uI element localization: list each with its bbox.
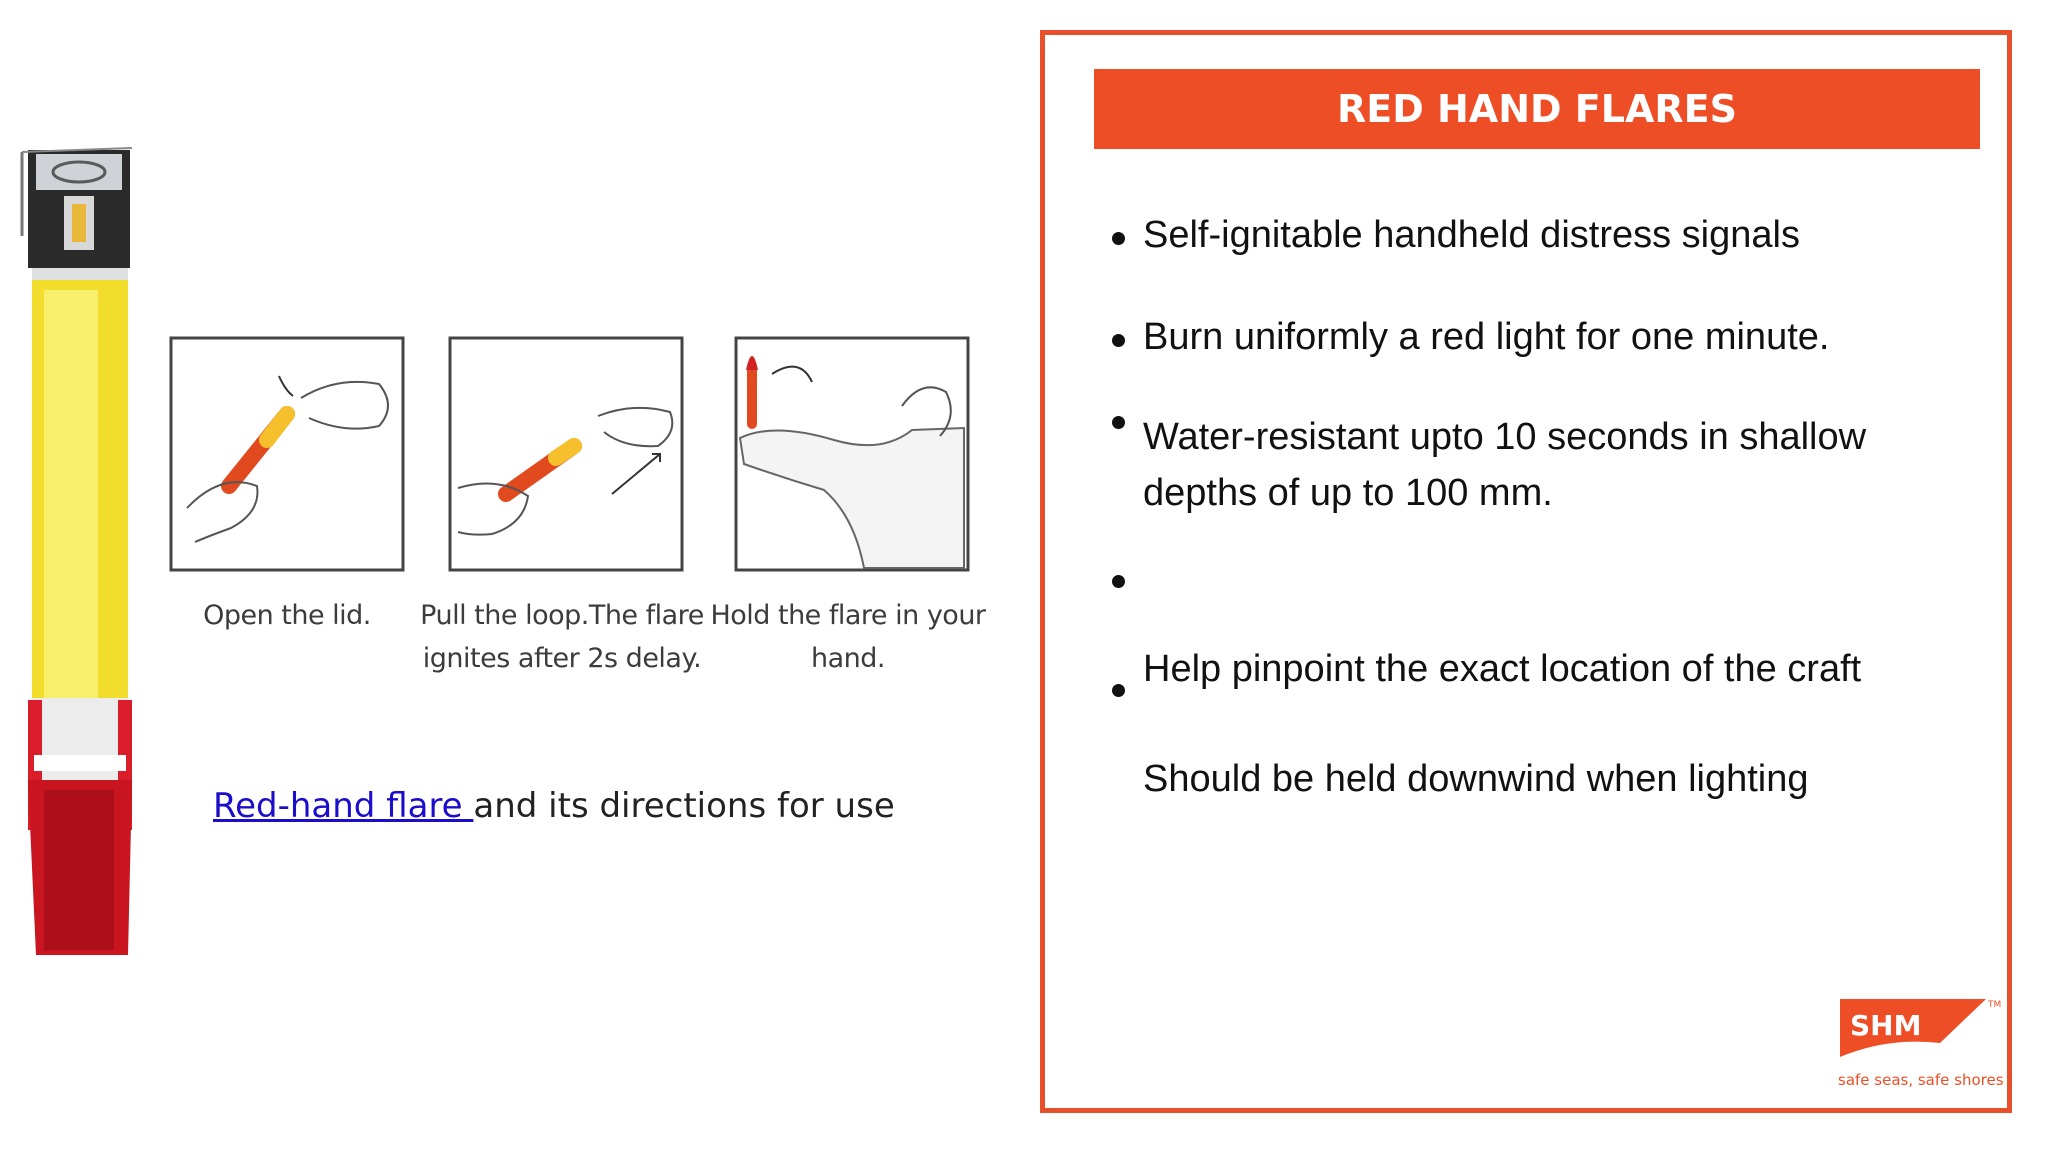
step-caption-open-lid: Open the lid. <box>203 600 371 631</box>
logo-brand-text: SHM <box>1850 1009 1922 1042</box>
step-caption-pull-loop: Pull the loop.The flare ignites after 2s delay. <box>420 600 704 674</box>
shm-logo <box>1836 997 2006 1097</box>
step-open-lid-image <box>169 336 405 572</box>
bullet-item: Burn uniformly a red light for one minute. <box>1143 316 1830 358</box>
bullet-dot <box>1112 416 1125 429</box>
flare-cutaway-illustration <box>0 140 150 970</box>
bullet-dot <box>1112 575 1125 588</box>
logo-tagline: safe seas, safe shores <box>1838 1071 2004 1089</box>
info-card <box>1040 30 2012 1113</box>
logo-trademark: TM <box>1988 1000 2002 1010</box>
bullet-dot <box>1112 684 1125 697</box>
step-hold-flare-image <box>734 336 970 572</box>
step-caption-hold-flare: Hold the flare in your hand. <box>710 600 986 674</box>
red-hand-flare-link[interactable]: Red-hand flare <box>213 786 474 826</box>
step-pull-loop-image <box>448 336 684 572</box>
bullet-item: Water-resistant upto 10 seconds in shallow depths of up to 100 mm. <box>1143 416 1867 514</box>
bullet-item: Self-ignitable handheld distress signals <box>1143 214 1800 256</box>
bullet-item: Help pinpoint the exact location of the craft <box>1143 648 1862 690</box>
bullet-dot <box>1112 232 1125 245</box>
bullet-dot <box>1112 334 1125 347</box>
image-caption <box>213 786 895 826</box>
caption-text: and its directions for use <box>473 786 895 826</box>
card-title: RED HAND FLARES <box>1094 69 1980 149</box>
bullet-item: Should be held downwind when lighting <box>1143 758 1809 800</box>
